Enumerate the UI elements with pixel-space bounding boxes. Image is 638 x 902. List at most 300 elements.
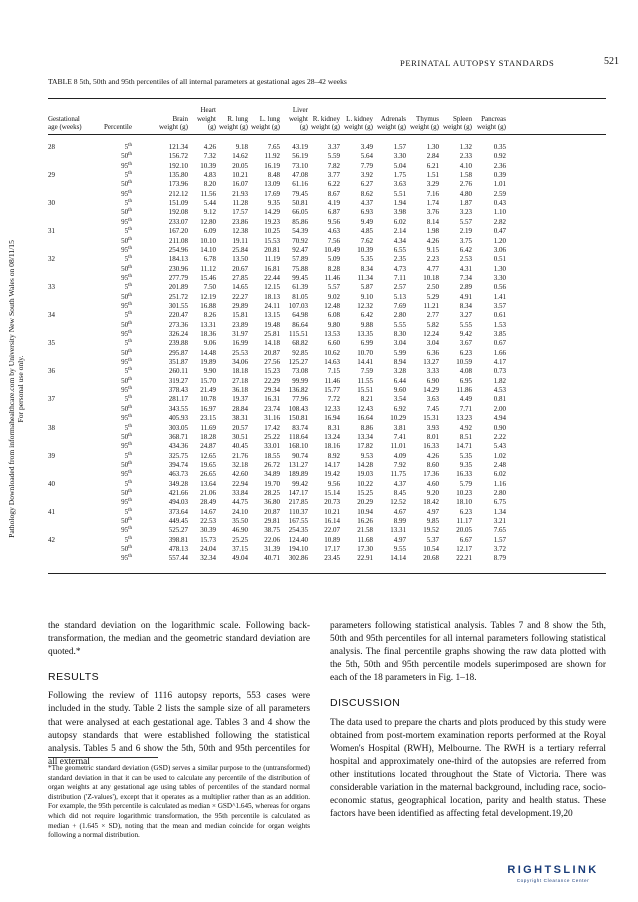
value-l-lung: 19.48 (264, 320, 280, 329)
value-spleen: 14.71 (456, 442, 472, 451)
table-row (48, 349, 606, 359)
value-l-kidney: 7.79 (360, 161, 373, 170)
value-pancreas: 1.01 (493, 180, 506, 189)
value-brain: 277.79 (168, 273, 188, 282)
value-heart: 28.49 (200, 498, 216, 507)
value-brain: 525.27 (168, 526, 188, 535)
value-l-kidney: 15.51 (357, 386, 373, 395)
value-r-lung: 33.84 (232, 488, 248, 497)
percentile: 50th (121, 376, 132, 385)
value-pancreas: 1.34 (493, 507, 506, 516)
value-l-lung: 17.69 (264, 189, 280, 198)
value-pancreas: 2.22 (493, 432, 506, 441)
value-thymus: 4.97 (426, 507, 439, 516)
column-header-l-lung: L. lung weight (g) (251, 114, 280, 132)
value-adrenals: 8.30 (393, 330, 406, 338)
value-liver: 115.51 (289, 330, 308, 338)
value-adrenals: 5.13 (393, 292, 406, 301)
table-row (48, 283, 606, 293)
value-liver: 90.74 (292, 451, 308, 460)
value-brain: 239.88 (168, 339, 188, 348)
table-row (48, 265, 606, 275)
value-heart: 9.90 (203, 367, 216, 376)
value-spleen: 1.32 (459, 143, 472, 151)
gestational-age: 40 (48, 479, 55, 488)
watermark-line-2: For personal use only. (16, 355, 25, 423)
percentile: 5th (124, 143, 132, 151)
value-spleen: 6.42 (459, 245, 472, 254)
percentile: 95th (121, 245, 132, 254)
value-thymus: 8.01 (426, 432, 439, 441)
value-thymus: 16.33 (423, 442, 439, 451)
value-brain: 121.34 (168, 143, 188, 151)
value-thymus: 17.36 (423, 470, 439, 479)
value-spleen: 20.05 (456, 526, 472, 535)
value-heart: 18.36 (200, 330, 216, 338)
value-thymus: 7.16 (426, 189, 439, 198)
table-row (48, 208, 606, 218)
table-row (48, 433, 606, 443)
page-number: 521 (604, 56, 619, 67)
value-l-kidney: 6.93 (360, 208, 373, 217)
value-r-kidney: 13.24 (324, 432, 340, 441)
value-thymus: 4.26 (426, 236, 439, 245)
value-thymus: 10.18 (423, 273, 439, 282)
value-heart: 22.53 (200, 517, 216, 525)
value-liver: 217.85 (288, 498, 308, 507)
value-spleen: 22.21 (456, 554, 472, 563)
column-header-r-kidney: R. kidney weight (g) (311, 114, 340, 132)
column-header-percentile: Percentile (104, 123, 132, 132)
value-r-kidney: 8.67 (327, 189, 340, 198)
rightslink-logo (498, 857, 608, 887)
value-l-lung: 33.01 (264, 442, 280, 451)
value-l-lung: 16.81 (264, 264, 280, 273)
results-paragraph: Following the review of 1116 autopsy reports, 553 cases were included in the study. Table 2 lists the sample size of all parameters that were analysed at each gestational age. Tables 3 and 4 show the autopsy standards that were established following the statistical analysis. Tables 5 and 6 show the 5th, 50th and 95th percentiles for all external (48, 691, 310, 767)
value-l-kidney: 8.62 (360, 189, 373, 198)
value-l-kidney: 6.27 (360, 180, 373, 189)
value-liver: 50.81 (292, 199, 308, 208)
value-l-kidney: 7.59 (360, 367, 373, 376)
value-brain: 326.24 (168, 330, 188, 338)
table-row (48, 162, 606, 172)
percentile: 5th (124, 395, 132, 404)
value-adrenals: 4.34 (393, 236, 406, 245)
value-pancreas: 2.80 (493, 488, 506, 497)
value-r-kidney: 4.63 (327, 227, 340, 236)
table-row (48, 339, 606, 349)
gestational-age: 38 (48, 423, 55, 432)
value-adrenals: 7.69 (393, 301, 406, 310)
value-r-kidney: 11.46 (324, 376, 340, 385)
value-l-lung: 23.74 (264, 404, 280, 413)
value-spleen: 8.51 (459, 432, 472, 441)
value-l-lung: 18.13 (264, 292, 280, 301)
value-r-kidney: 8.31 (327, 423, 340, 432)
table-row (48, 152, 606, 162)
value-l-kidney: 5.87 (360, 283, 373, 292)
value-thymus: 8.60 (426, 460, 439, 469)
value-pancreas: 0.43 (493, 199, 506, 208)
footnote: *The geometric standard deviation (GSD) serves a similar purpose to the (untransformed) standard deviation in that it can be used to calculate any percentile of the distribution of organ weights at any gestational age using tables of percentiles of the standard normal distribution ('Z-values'), except that it operates as a multiplier rather than as an addition. For example, the 95th percentile is calculated as median × GSD^1.645, whereas for organs which did not require logarithmic transformation, the 95th percentile is calculated as median + (1.645 × SD), noting that the mean and median coincide for organ weights following a normal distribution. (48, 764, 310, 840)
table-row (48, 302, 606, 312)
gestational-age: 34 (48, 311, 55, 320)
value-r-lung: 27.85 (232, 273, 248, 282)
table-row (48, 171, 606, 181)
value-brain: 151.09 (168, 199, 188, 208)
value-liver: 167.55 (288, 517, 308, 525)
value-l-lung: 13.15 (264, 311, 280, 320)
value-thymus: 18.42 (423, 498, 439, 507)
value-heart: 32.34 (200, 554, 216, 563)
value-l-lung: 8.48 (267, 171, 280, 180)
gestational-age: 42 (48, 535, 55, 544)
value-r-kidney: 20.73 (324, 498, 340, 507)
value-pancreas: 2.36 (493, 161, 506, 170)
value-liver: 131.27 (288, 460, 308, 469)
value-l-kidney: 10.39 (357, 245, 373, 254)
value-l-lung: 28.25 (264, 488, 280, 497)
value-thymus: 6.21 (426, 161, 439, 170)
value-l-kidney: 9.49 (360, 217, 373, 226)
table-row (48, 255, 606, 265)
value-thymus: 7.45 (426, 404, 439, 413)
column-header-thymus: Thymus weight (g) (410, 114, 439, 132)
value-l-kidney: 5.64 (360, 152, 373, 161)
value-thymus: 12.24 (423, 330, 439, 338)
value-adrenals: 11.01 (390, 442, 406, 451)
value-heart: 24.04 (200, 545, 216, 554)
table-row (48, 424, 606, 434)
value-thymus: 4.60 (426, 479, 439, 488)
value-l-kidney: 21.58 (357, 526, 373, 535)
value-l-lung: 18.55 (264, 451, 280, 460)
value-liver: 124.40 (288, 535, 308, 544)
value-adrenals: 7.41 (393, 432, 406, 441)
value-r-kidney: 7.82 (327, 161, 340, 170)
value-thymus: 5.37 (426, 535, 439, 544)
value-brain: 478.13 (168, 545, 188, 554)
percentile: 50th (121, 236, 132, 245)
value-heart: 10.78 (200, 395, 216, 404)
value-r-kidney: 22.07 (324, 526, 340, 535)
value-liver: 118.64 (289, 432, 308, 441)
value-spleen: 9.42 (459, 330, 472, 338)
value-r-kidney: 7.72 (327, 395, 340, 404)
value-brain: 156.72 (168, 152, 188, 161)
value-liver: 64.98 (292, 311, 308, 320)
value-pancreas: 4.17 (493, 358, 506, 367)
value-r-kidney: 6.08 (327, 311, 340, 320)
value-liver: 61.39 (292, 283, 308, 292)
value-r-lung: 30.51 (232, 432, 248, 441)
value-r-lung: 20.57 (232, 423, 248, 432)
value-adrenals: 6.02 (393, 217, 406, 226)
value-spleen: 10.59 (456, 358, 472, 367)
percentile: 5th (124, 199, 132, 208)
value-liver: 108.43 (288, 404, 308, 413)
rightslink-subtext: Copyright Clearance Center (516, 878, 590, 883)
value-brain: 220.47 (168, 311, 188, 320)
value-spleen: 1.87 (459, 199, 472, 208)
value-r-lung: 12.38 (232, 227, 248, 236)
value-brain: 449.45 (168, 517, 188, 525)
download-watermark (6, 130, 25, 650)
value-heart: 14.48 (200, 348, 216, 357)
value-spleen: 3.67 (459, 339, 472, 348)
value-brain: 192.10 (168, 161, 188, 170)
column-header-brain: Brain weight (g) (159, 114, 188, 132)
value-r-lung: 13.50 (232, 255, 248, 264)
value-brain: 405.93 (168, 414, 188, 423)
value-pancreas: 4.53 (493, 386, 506, 395)
value-adrenals: 2.80 (393, 311, 406, 320)
value-r-lung: 25.25 (232, 535, 248, 544)
value-r-kidney: 12.33 (324, 404, 340, 413)
value-pancreas: 2.82 (493, 217, 506, 226)
value-r-kidney: 6.87 (327, 208, 340, 217)
value-liver: 54.39 (292, 227, 308, 236)
table-row (48, 358, 606, 368)
value-liver: 99.42 (292, 479, 308, 488)
value-thymus: 8.14 (426, 217, 439, 226)
value-l-lung: 31.16 (264, 414, 280, 423)
percentile: 95th (121, 386, 132, 395)
value-spleen: 6.67 (459, 535, 472, 544)
value-thymus: 10.54 (423, 545, 439, 554)
value-l-lung: 20.87 (264, 348, 280, 357)
value-r-lung: 19.37 (232, 395, 248, 404)
gestational-age: 37 (48, 395, 55, 404)
value-adrenals: 4.37 (393, 479, 406, 488)
value-l-lung: 13.09 (264, 180, 280, 189)
column-header-heart: Heart weight (g) (196, 106, 216, 132)
value-liver: 73.08 (292, 367, 308, 376)
percentile: 95th (121, 161, 132, 170)
value-l-lung: 22.06 (264, 535, 280, 544)
value-pancreas: 1.16 (493, 479, 506, 488)
value-l-kidney: 9.88 (360, 320, 373, 329)
value-heart: 14.10 (200, 245, 216, 254)
value-spleen: 3.27 (459, 311, 472, 320)
value-r-kidney: 9.56 (327, 217, 340, 226)
value-brain: 173.96 (168, 180, 188, 189)
value-r-kidney: 9.56 (327, 479, 340, 488)
value-heart: 11.12 (200, 264, 216, 273)
value-adrenals: 1.75 (393, 171, 406, 180)
value-pancreas: 1.66 (493, 348, 506, 357)
value-pancreas: 8.79 (493, 554, 506, 563)
value-r-lung: 37.15 (232, 545, 248, 554)
table-row (48, 143, 606, 153)
value-pancreas: 0.67 (493, 339, 506, 348)
value-heart: 7.50 (203, 283, 216, 292)
value-r-kidney: 14.63 (324, 358, 340, 367)
value-thymus: 5.82 (426, 320, 439, 329)
value-l-lung: 27.56 (264, 358, 280, 367)
running-title: PERINATAL AUTOPSY STANDARDS (400, 58, 555, 68)
gestational-age: 32 (48, 255, 55, 264)
table-row (48, 377, 606, 387)
value-l-lung: 20.87 (264, 507, 280, 516)
value-spleen: 4.92 (459, 423, 472, 432)
value-liver: 107.03 (288, 301, 308, 310)
value-r-kidney: 6.60 (327, 339, 340, 348)
value-brain: 319.27 (168, 376, 188, 385)
table-top-rule (48, 98, 606, 99)
value-thymus: 1.51 (426, 171, 439, 180)
value-brain: 211.08 (169, 236, 188, 245)
value-heart: 15.73 (200, 535, 216, 544)
value-thymus: 1.74 (426, 199, 439, 208)
value-adrenals: 6.92 (393, 404, 406, 413)
table-row (48, 489, 606, 499)
value-l-lung: 20.81 (264, 245, 280, 254)
value-l-kidney: 10.70 (357, 348, 373, 357)
left-column (48, 620, 310, 769)
value-l-kidney: 6.42 (360, 311, 373, 320)
value-r-kidney: 5.09 (327, 255, 340, 264)
value-brain: 281.17 (168, 395, 188, 404)
value-pancreas: 1.02 (493, 451, 506, 460)
value-l-kidney: 3.92 (360, 171, 373, 180)
value-l-kidney: 16.26 (357, 517, 373, 525)
value-pancreas: 3.57 (493, 301, 506, 310)
value-heart: 13.64 (200, 479, 216, 488)
value-l-kidney: 9.10 (360, 292, 373, 301)
value-heart: 16.97 (200, 404, 216, 413)
value-r-lung: 16.07 (232, 180, 248, 189)
table-row (48, 321, 606, 331)
value-liver: 85.86 (292, 217, 308, 226)
value-thymus: 3.63 (426, 395, 439, 404)
value-r-kidney: 10.49 (324, 245, 340, 254)
value-adrenals: 3.63 (393, 180, 406, 189)
value-l-kidney: 4.37 (360, 199, 373, 208)
value-l-lung: 22.44 (264, 273, 280, 282)
value-l-lung: 34.89 (264, 470, 280, 479)
value-thymus: 2.23 (426, 255, 439, 264)
value-heart: 5.44 (203, 199, 216, 208)
value-r-lung: 28.84 (232, 404, 248, 413)
value-thymus: 3.93 (426, 423, 439, 432)
value-brain: 398.81 (168, 535, 188, 544)
gestational-age: 29 (48, 171, 55, 180)
column-header-liver: Liver weight (g) (288, 106, 308, 132)
value-adrenals: 8.45 (393, 488, 406, 497)
value-thymus: 20.68 (423, 554, 439, 563)
gestational-age: 39 (48, 451, 55, 460)
value-brain: 303.05 (168, 423, 188, 432)
value-adrenals: 8.99 (393, 517, 406, 525)
value-adrenals: 6.44 (393, 376, 406, 385)
percentile: 50th (121, 180, 132, 189)
value-brain: 343.55 (168, 404, 188, 413)
value-brain: 349.28 (168, 479, 188, 488)
value-brain: 260.11 (169, 367, 188, 376)
value-l-kidney: 20.29 (357, 498, 373, 507)
value-thymus: 19.52 (423, 526, 439, 535)
value-l-lung: 12.15 (264, 283, 280, 292)
value-brain: 325.75 (168, 451, 188, 460)
value-adrenals: 8.94 (393, 358, 406, 367)
value-heart: 26.65 (200, 470, 216, 479)
percentile: 95th (121, 414, 132, 423)
value-liver: 47.08 (292, 171, 308, 180)
percentile: 5th (124, 367, 132, 376)
value-l-kidney: 17.30 (357, 545, 373, 554)
watermark-line-1: Pathology Downloaded from informahealthcare.com by University New South Wales on 08/11/15 (7, 240, 16, 538)
gestational-age: 35 (48, 339, 55, 348)
value-spleen: 5.57 (459, 217, 472, 226)
value-r-kidney: 10.89 (324, 535, 340, 544)
value-pancreas: 1.82 (493, 376, 506, 385)
value-r-lung: 25.84 (232, 245, 248, 254)
value-l-kidney: 16.64 (357, 414, 373, 423)
value-spleen: 4.10 (459, 161, 472, 170)
percentile: 95th (121, 470, 132, 479)
value-pancreas: 3.06 (493, 245, 506, 254)
percentile: 5th (124, 283, 132, 292)
table-row (48, 330, 606, 340)
value-r-kidney: 17.17 (324, 545, 340, 554)
value-heart: 9.12 (203, 208, 216, 217)
value-l-lung: 40.71 (264, 554, 280, 563)
value-spleen: 3.23 (459, 208, 472, 217)
value-l-lung: 15.23 (264, 367, 280, 376)
value-l-kidney: 9.53 (360, 451, 373, 460)
value-spleen: 4.80 (459, 189, 472, 198)
value-thymus: 1.30 (426, 143, 439, 151)
value-pancreas: 0.35 (493, 143, 506, 151)
value-l-lung: 15.53 (264, 236, 280, 245)
value-r-lung: 31.97 (232, 330, 248, 338)
percentile: 5th (124, 507, 132, 516)
value-heart: 10.39 (200, 161, 216, 170)
discussion-heading: DISCUSSION (330, 697, 401, 710)
value-liver: 70.92 (292, 236, 308, 245)
value-heart: 6.78 (203, 255, 216, 264)
column-header-spleen: Spleen weight (g) (443, 114, 472, 132)
value-adrenals: 2.35 (393, 255, 406, 264)
value-r-lung: 24.10 (232, 507, 248, 516)
value-adrenals: 12.52 (390, 498, 406, 507)
value-r-lung: 49.04 (232, 554, 248, 563)
value-thymus: 9.15 (426, 245, 439, 254)
value-l-kidney: 22.91 (357, 554, 373, 563)
value-pancreas: 1.57 (493, 535, 506, 544)
value-l-lung: 17.42 (264, 423, 280, 432)
value-l-lung: 38.75 (264, 526, 280, 535)
table-row (48, 218, 606, 228)
value-liver: 79.45 (292, 189, 308, 198)
value-pancreas: 4.94 (493, 414, 506, 423)
value-r-lung: 32.18 (232, 460, 248, 469)
value-l-lung: 25.22 (264, 432, 280, 441)
percentile: 5th (124, 535, 132, 544)
table-row (48, 246, 606, 256)
value-r-lung: 29.89 (232, 301, 248, 310)
value-adrenals: 5.04 (393, 161, 406, 170)
right-column (330, 620, 606, 821)
value-heart: 19.89 (200, 358, 216, 367)
value-liver: 254.35 (288, 526, 308, 535)
value-liver: 92.47 (292, 245, 308, 254)
value-spleen: 2.33 (459, 152, 472, 161)
value-r-lung: 21.76 (232, 451, 248, 460)
value-liver: 43.19 (292, 143, 308, 151)
value-r-lung: 23.86 (232, 217, 248, 226)
